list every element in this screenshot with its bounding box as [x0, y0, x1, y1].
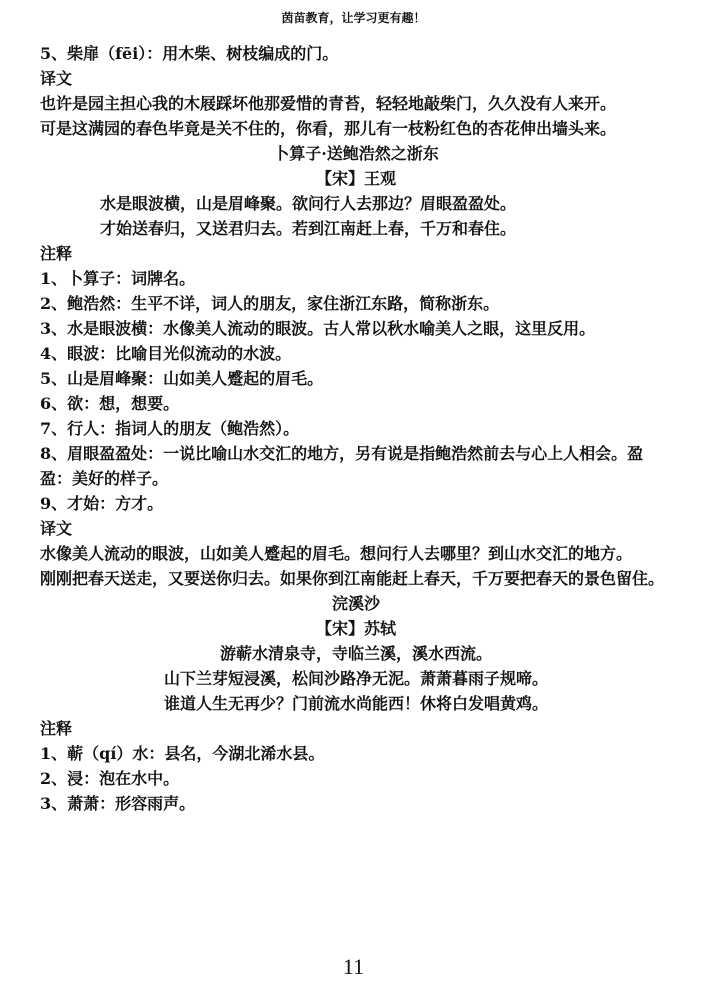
page-number: 11: [342, 954, 365, 979]
note-item: 1、蕲（qí）水：县名，今湖北浠水县。: [40, 744, 325, 763]
note-item: 9、才始：方才。: [40, 494, 164, 513]
document-body: [40, 41, 672, 816]
poem-author: 【宋】苏轼: [315, 619, 396, 638]
poem-line: 水是眼波横，山是眉峰聚。欲问行人去那边？眉眼盈盈处。: [100, 194, 517, 213]
note-item: 4、眼波：比喻目光似流动的水波。: [40, 344, 292, 363]
note-item: 2、鲍浩然：生平不详，词人的朋友，家住浙江东路，简称浙东。: [40, 294, 500, 313]
note-item: 2、浸：泡在水中。: [40, 769, 180, 788]
poem-title: 浣溪沙: [331, 594, 380, 613]
section-heading: 注释: [40, 244, 73, 263]
section-heading: 译文: [40, 69, 73, 88]
translation-paragraph: 水像美人流动的眼波，山如美人蹙起的眉毛。想问行人去哪里？到山水交汇的地方。: [40, 544, 633, 563]
translation-paragraph: 可是这满园的春色毕竟是关不住的，你看，那儿有一枝粉红色的杏花伸出墙头来。: [40, 119, 617, 138]
note-item: 8、眉眼盈盈处：一说比喻山水交汇的地方，另有说是指鲍浩然前去与心上人相会。盈盈：美好的样子。: [40, 444, 644, 488]
poem-title: 卜算子·送鲍浩然之浙东: [273, 144, 439, 163]
poem-line: 才始送春归，又送君归去。若到江南赶上春，千万和春住。: [100, 219, 517, 238]
translation-paragraph: 刚刚把春天送走，又要送你归去。如果你到江南能赶上春天，千万要把春天的景色留住。: [40, 569, 665, 588]
note-item: 7、行人：指词人的朋友（鲍浩然）。: [40, 419, 300, 438]
note-item: 5、柴扉（fēi）：用木柴、树枝编成的门。: [40, 44, 339, 63]
note-item: 6、欲：想，想要。: [40, 394, 180, 413]
note-item: 5、山是眉峰聚：山如美人蹙起的眉毛。: [40, 369, 324, 388]
note-item: 1、卜算子：词牌名。: [40, 269, 196, 288]
poem-line: 山下兰芽短浸溪，松间沙路净无泥。萧萧暮雨子规啼。: [163, 669, 548, 688]
section-heading: 译文: [40, 519, 73, 538]
note-item: 3、水是眼波横：水像美人流动的眼波。古人常以秋水喻美人之眼，这里反用。: [40, 319, 596, 338]
page-header: 茵苗教育，让学习更有趣！: [281, 11, 426, 25]
translation-paragraph: 也许是园主担心我的木屐踩坏他那爱惜的青苔，轻轻地敲柴门，久久没有人来开。: [40, 94, 617, 113]
poem-line: 谁道人生无再少？门前流水尚能西！休将白发唱黄鸡。: [163, 694, 548, 713]
poem-author: 【宋】王观: [315, 169, 396, 188]
poem-line: 游蕲水清泉寺，寺临兰溪，溪水西流。: [219, 644, 492, 663]
note-item: 3、萧萧：形容雨声。: [40, 794, 196, 813]
section-heading: 注释: [40, 719, 73, 738]
